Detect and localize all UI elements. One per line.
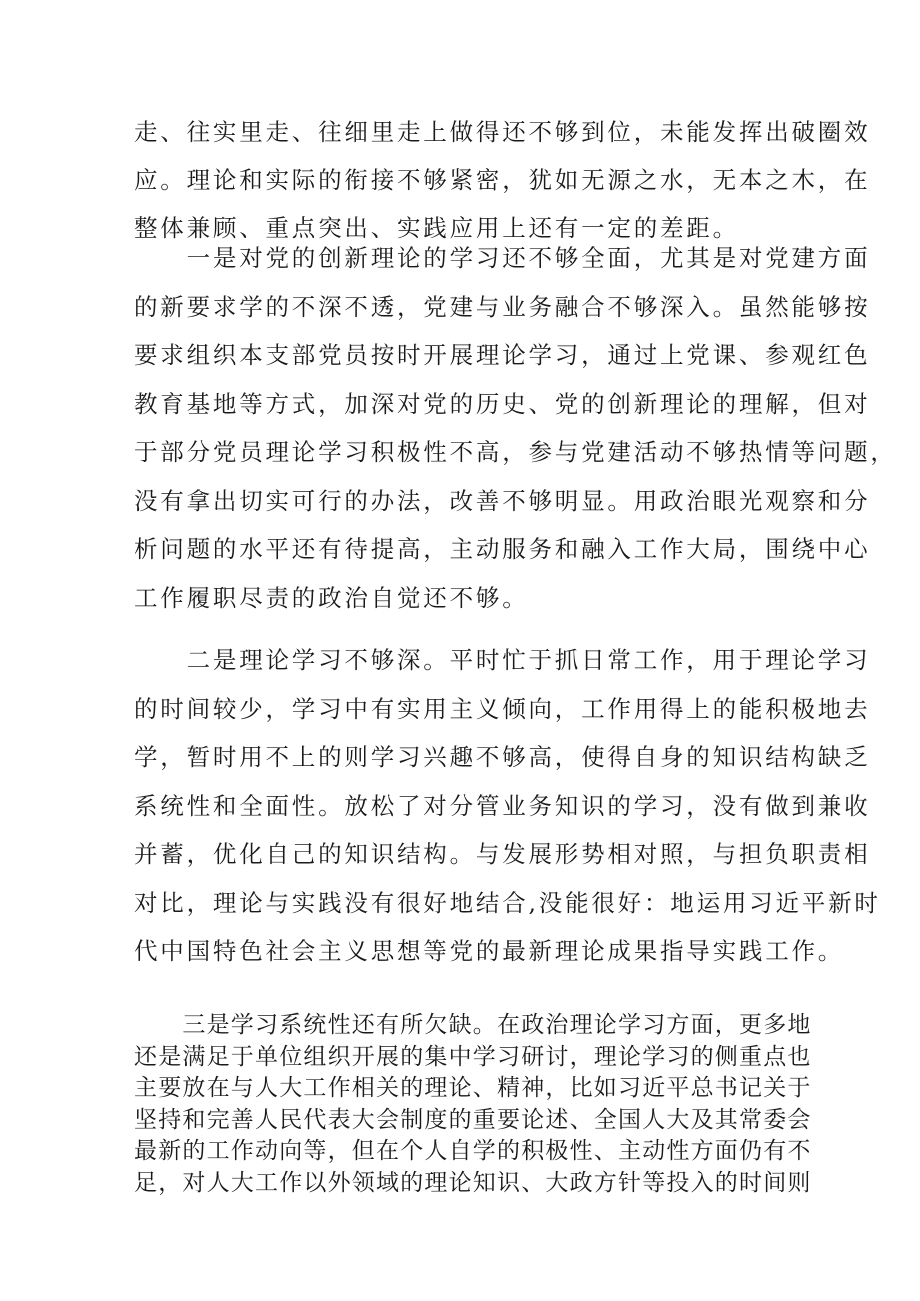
text-line: 没有拿出切实可行的办法，改善不够明显。用政治眼光观察和分 [134,486,871,515]
text-line: 析问题的水平还有待提高，主动服务和融入工作大局，围绕中心 [134,535,871,563]
text-line: 走、往实里走、往细里走上做得还不够到位，未能发挥出破圈效 [134,118,871,146]
text-line: 的新要求学的不深不透，党建与业务融合不够深入。虽然能够按 [134,292,871,321]
text-line: 应。理论和实际的衔接不够紧密，犹如无源之水，无本之木，在 [134,166,871,194]
text-line: 于部分党员理论学习积极性不高，参与党建活动不够热情等问题， [134,438,897,466]
text-line: 并蓄，优化自己的知识结构。与发展形势相对照，与担负职责相 [134,840,871,868]
text-line: 一是对党的创新理论的学习还不够全面，尤其是对党建方面 [134,244,871,272]
text-line: 主要放在与人大工作相关的理论、精神，比如习近平总书记关于 [134,1075,812,1101]
text-line: 三是学习系统性还有所欠缺。在政治理论学习方面，更多地 [134,1012,812,1038]
text-line: 足，对人大工作以外领域的理论知识、大政方针等投入的时间则 [134,1169,812,1196]
text-line: 最新的工作动向等，但在个人自学的积极性、主动性方面仍有不 [134,1138,812,1164]
text-line: 还是满足于单位组织开展的集中学习研讨，理论学习的侧重点也 [134,1043,812,1070]
text-line: 系统性和全面性。放松了对分管业务知识的学习，没有做到兼收 [134,791,871,820]
paragraph-intro [134,108,871,252]
paragraph-three [134,1010,812,1199]
paragraph-one [134,234,897,622]
text-line: 对比，理论与实践没有很好地结合,没能很好：地运用习近平新时 [134,888,881,917]
text-line: 坚持和完善人民代表大会制度的重要论述、全国人大及其常委会 [134,1106,812,1133]
text-line: 代中国特色社会主义思想等党的最新理论成果指导实践工作。 [134,937,845,965]
text-line: 工作履职尽责的政治自觉还不够。 [134,583,529,612]
text-line: 教育基地等方式，加深对党的历史、党的创新理论的理解，但对 [134,389,871,418]
text-line: 的时间较少，学习中有实用主义倾向，工作用得上的能积极地去 [134,694,871,723]
text-line: 二是理论学习不够深。平时忙于抓日常工作，用于理论学习 [134,646,871,674]
paragraph-two [134,636,881,976]
text-line: 整体兼顾、重点突出、实践应用上还有一定的差距。 [134,214,739,242]
text-line: 学，暂时用不上的则学习兴趣不够高，使得自身的知识结构缺乏 [134,743,871,771]
text-line: 要求组织本支部党员按时开展理论学习，通过上党课、参观红色 [134,341,871,369]
